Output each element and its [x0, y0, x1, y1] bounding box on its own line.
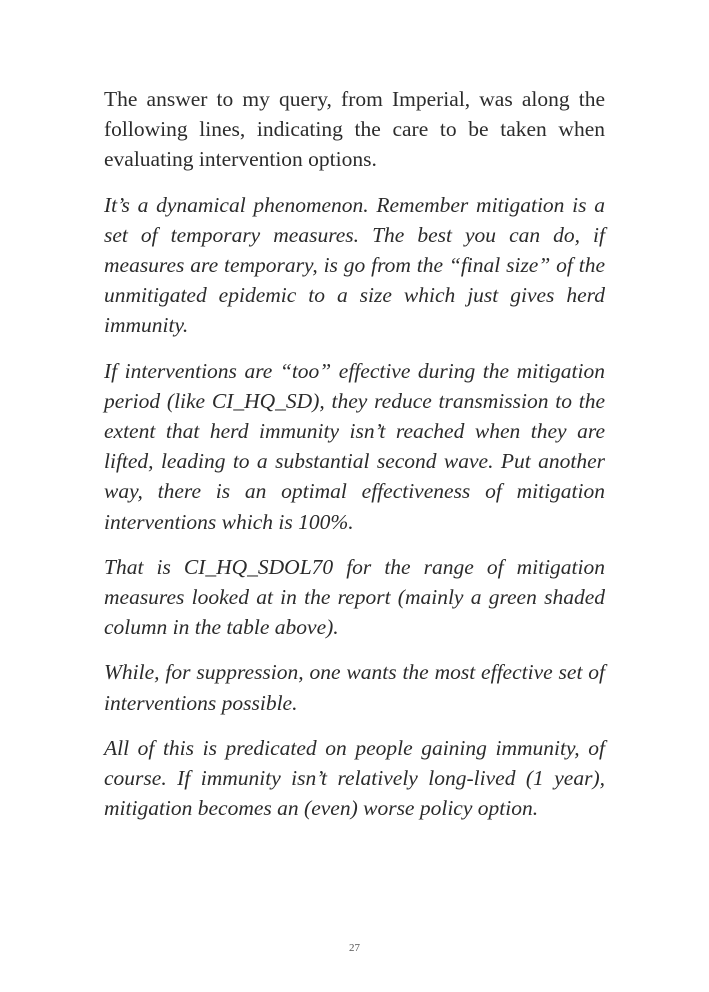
quote-paragraph-immunity: All of this is predicated on people gaining immunity, of course. If immunity isn’t relatively long-lived (1 year), mitigation becomes an (even) worse policy option.	[104, 735, 605, 821]
quote-paragraph-suppression: While, for suppression, one wants the most effective set of interventions possible.	[104, 660, 605, 715]
quote-paragraph-ci-hq-sdol70: That is CI_HQ_SDOL70 for the range of mitigation measures looked at in the report (mainly a green shaded column in the table above).	[104, 554, 605, 640]
intro-paragraph: The answer to my query, from Imperial, was along the following lines, indicating the care to be taken when evaluating intervention options.	[104, 87, 605, 172]
page-number: 27	[349, 942, 360, 954]
page-body	[104, 84, 605, 838]
quote-paragraph-interventions-too-effective: If interventions are “too” effective during the mitigation period (like CI_HQ_SD), they reduce transmission to the extent that herd immunity isn’t reached when they are lifted, leading to a substantial second wave. Put another way, there is an optimal effectiveness of mitigation interventions which is 100%.	[104, 358, 605, 534]
quote-paragraph-dynamical-phenomenon: It’s a dynamical phenomenon. Remember mitigation is a set of temporary measures. The best you can do, if measures are temporary, is go from the “final size” of the unmitigated epidemic to a size which just gives herd immunity.	[104, 192, 605, 338]
